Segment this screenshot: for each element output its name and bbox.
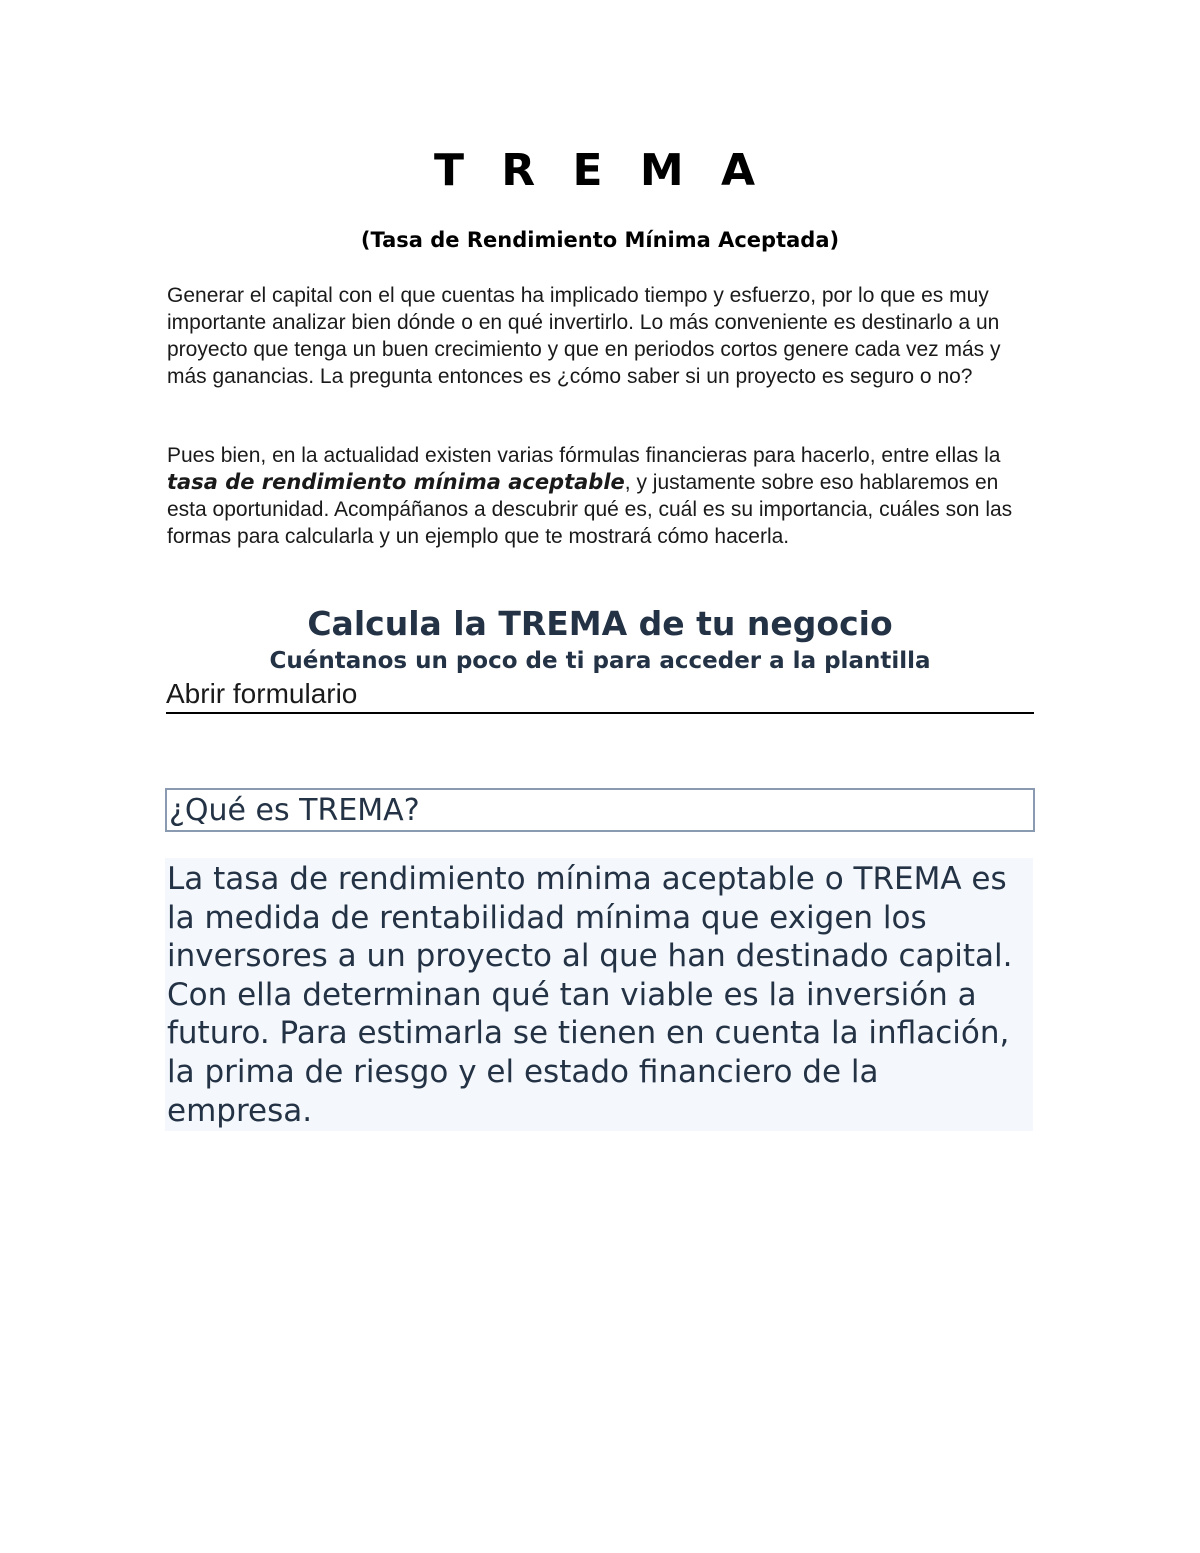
second-paragraph-after: , y justamente sobre eso hablaremos en esta oportunidad. Acompáñanos a descubrir qué es, cuál es su importancia, cuáles son las formas para calcularla y un ejemplo que te mostrará cómo hacerla.: [167, 471, 1013, 548]
definition-box: [165, 858, 1033, 1131]
emphasized-term: tasa de rendimiento mínima aceptable: [167, 470, 625, 494]
intro-paragraph: Generar el capital con el que cuentas ha implicado tiempo y esfuerzo, por lo que es muy importante analizar bien dónde o en qué invertirlo. Lo más conveniente es destinarlo a un proyecto que tenga un buen crecimiento y que en periodos cortos genere cada vez más y más ganancias. La pregunta entonces es ¿cómo saber si un proyecto es seguro o no?: [167, 284, 1001, 388]
cta-heading: Calcula la TREMA de tu negocio: [307, 604, 893, 643]
document-subtitle: (Tasa de Rendimiento Mínima Aceptada): [360, 228, 840, 252]
section-heading-box: ¿Qué es TREMA?: [165, 788, 1035, 832]
document-title: T R E M A: [433, 145, 767, 196]
definition-text: La tasa de rendimiento mínima aceptable o TREMA es la medida de rentabilidad mínima que exigen los inversores a un proyecto al que han destinado capital. Con ella determinan qué tan viable es la inversión a futuro. Para estimarla se tienen en cuenta la inflación, la prima de riesgo y el estado financiero de la empresa.: [167, 861, 1013, 1129]
second-paragraph-before: Pues bien, en la actualidad existen varias fórmulas financieras para hacerlo, entre ellas la: [167, 444, 1001, 467]
open-form-link[interactable]: Abrir formulario: [166, 677, 1034, 714]
cta-subheading: Cuéntanos un poco de ti para acceder a la plantilla: [269, 648, 931, 674]
second-paragraph: [167, 442, 1037, 550]
